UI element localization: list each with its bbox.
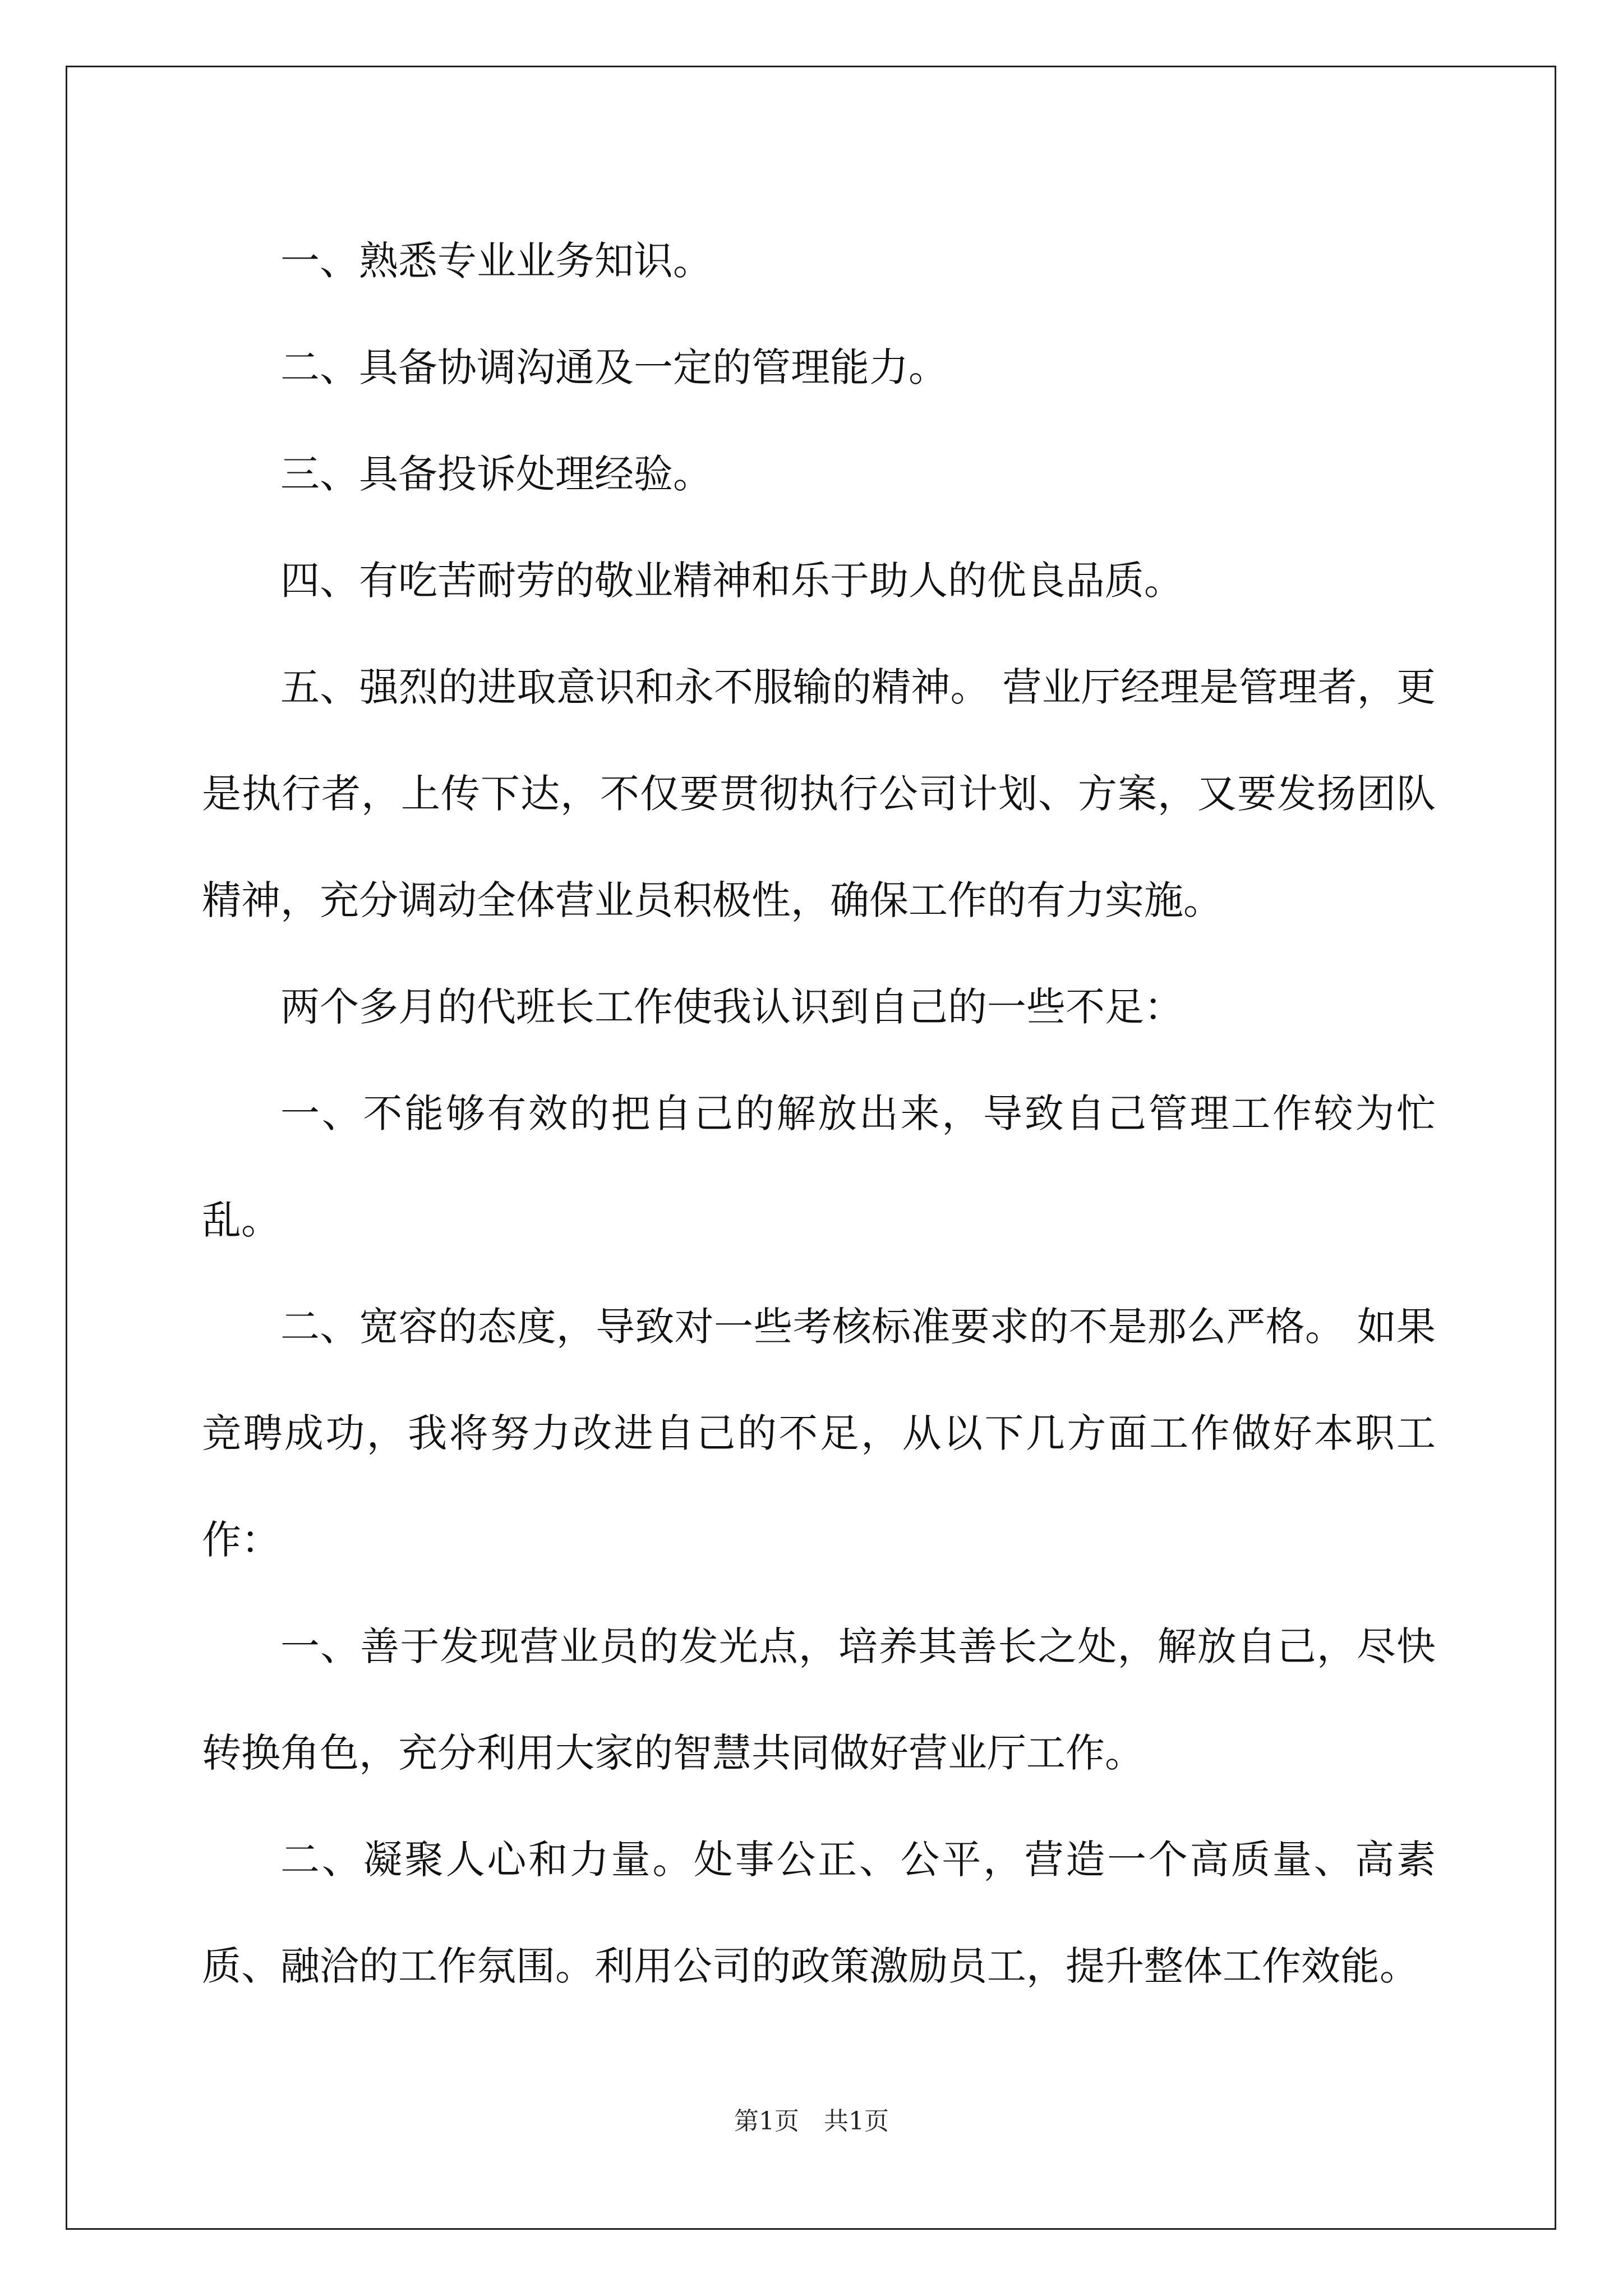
paragraph: 四、有吃苦耐劳的敬业精神和乐于助人的优良品质。 [280,558,1183,604]
paragraph: 两个多月的代班长工作使我认识到自己的一些不足： [280,984,1183,1030]
paragraph: 二、具备协调沟通及一定的管理能力。 [280,344,948,390]
paragraph: 一、善于发现营业员的发光点，培养其善长之处，解放自己，尽快转换角色，充分利用大家的智慧共同做好营业厅工作。 [202,1623,1436,1776]
paragraph: 二、凝聚人心和力量。处事公正、公平，营造一个高质量、高素质、融洽的工作氛围。利用公司的政策激励员工，提升整体工作效能。 [202,1837,1436,1989]
document-body [202,208,1436,2019]
paragraph: 一、不能够有效的把自己的解放出来，导致自己管理工作较为忙乱。 [202,1091,1436,1243]
paragraph: 五、强烈的进取意识和永不服输的精神。 营业厅经理是管理者，更是执行者，上传下达，不仅要贯彻执行公司计划、方案，又要发扬团队精神，充分调动全体营业员积极性，确保工作的有力实施。 [202,664,1436,923]
paragraph: 一、熟悉专业业务知识。 [280,238,712,284]
paragraph: 三、具备投诉处理经验。 [280,451,712,497]
paragraph: 二、宽容的态度，导致对一些考核标准要求的不是那么严格。 如果竞聘成功，我将努力改进自己的不足，从以下几方面工作做好本职工作： [202,1304,1436,1563]
page-number-footer: 第1页 共1页 [734,2107,889,2136]
